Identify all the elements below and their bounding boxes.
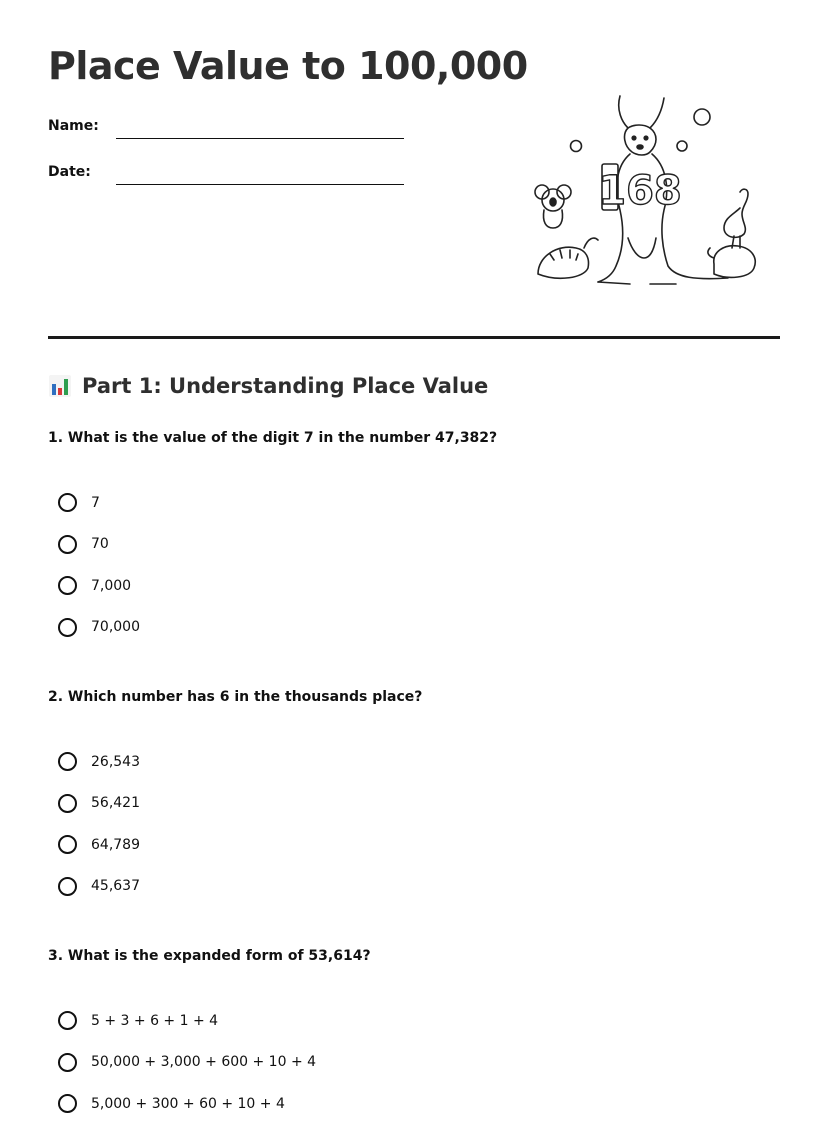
bar-chart-icon (48, 374, 72, 398)
kangaroo-head (625, 125, 656, 155)
radio-button[interactable] (58, 794, 77, 813)
kangaroo-ear (619, 96, 628, 128)
date-field[interactable] (48, 162, 408, 192)
option-q2-c[interactable]: 64,789 (58, 824, 140, 866)
page-title: Place Value to 100,000 (48, 44, 528, 88)
radio-button[interactable] (58, 1011, 77, 1030)
date-line[interactable] (116, 184, 404, 185)
option-q3-c[interactable]: 5,000 + 300 + 60 + 10 + 4 (58, 1083, 316, 1125)
question-3-options (58, 1000, 316, 1125)
wombat-icon (708, 246, 755, 278)
part1-title-text: Part 1: Understanding Place Value (82, 374, 489, 398)
question-2-options (58, 741, 140, 907)
radio-button[interactable] (58, 493, 77, 512)
date-label: Date: (48, 164, 91, 180)
emu-icon (724, 189, 748, 248)
bubble-icon (571, 141, 582, 152)
section-divider (48, 336, 780, 339)
name-field[interactable] (48, 116, 408, 146)
radio-button[interactable] (58, 835, 77, 854)
option-q2-a[interactable]: 26,543 (58, 741, 140, 783)
option-q1-d[interactable]: 70,000 (58, 607, 140, 649)
radio-button[interactable] (58, 535, 77, 554)
radio-button[interactable] (58, 752, 77, 771)
option-q2-d[interactable]: 45,637 (58, 866, 140, 908)
radio-button[interactable] (58, 1053, 77, 1072)
radio-button[interactable] (58, 1094, 77, 1113)
question-1: 1. What is the value of the digit 7 in the number 47,382? (48, 430, 498, 446)
radio-button[interactable] (58, 576, 77, 595)
part1-title (48, 374, 488, 398)
kangaroo-illustration (528, 88, 778, 294)
option-q3-b[interactable]: 50,000 + 3,000 + 600 + 10 + 4 (58, 1042, 316, 1084)
question-1-options (58, 482, 140, 648)
option-q2-b[interactable]: 56,421 (58, 783, 140, 825)
svg-text:168: 168 (598, 168, 682, 214)
question-2: 2. Which number has 6 in the thousands place? (48, 689, 423, 705)
koala-icon (535, 185, 571, 228)
kangaroo-ear (650, 98, 664, 128)
bubble-icon (677, 141, 687, 151)
echidna-icon (538, 238, 598, 278)
option-q1-a[interactable]: 7 (58, 482, 140, 524)
option-q3-a[interactable]: 5 + 3 + 6 + 1 + 4 (58, 1000, 316, 1042)
bubble-icon (694, 109, 710, 125)
name-line[interactable] (116, 138, 404, 139)
option-q1-c[interactable]: 7,000 (58, 565, 140, 607)
question-3: 3. What is the expanded form of 53,614? (48, 948, 371, 964)
option-q1-b[interactable]: 70 (58, 524, 140, 566)
name-label: Name: (48, 118, 99, 134)
radio-button[interactable] (58, 877, 77, 896)
radio-button[interactable] (58, 618, 77, 637)
